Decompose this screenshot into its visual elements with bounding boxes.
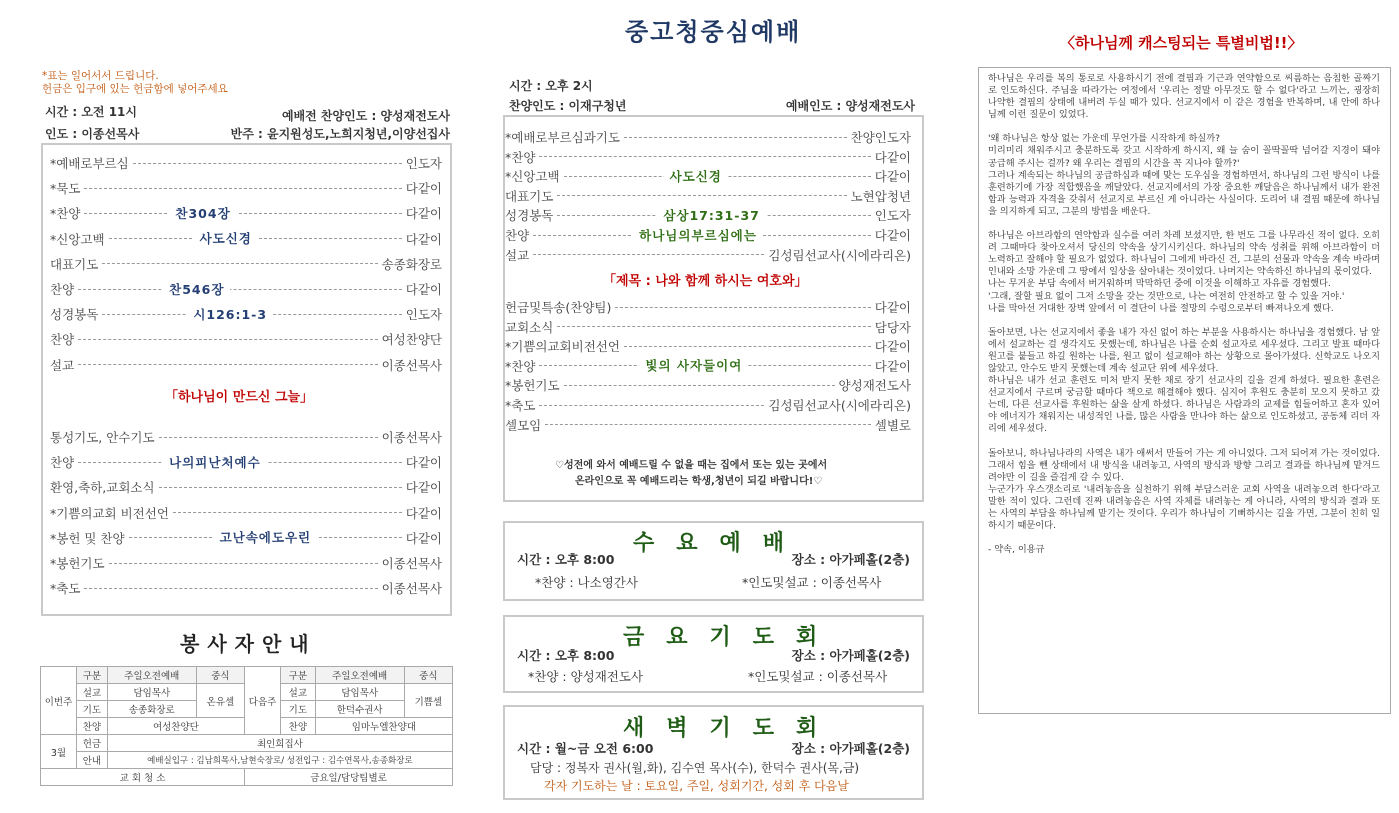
order-item-person: 노현압청년: [850, 188, 911, 204]
order-item-label: *봉헌 및 찬양: [50, 530, 125, 546]
dashed-leader: [624, 346, 871, 347]
dashed-leader: [102, 306, 401, 322]
volunteers-table: [40, 666, 453, 786]
dawn-note: 각자 기도하는 날 : 토요일, 주일, 성회기간, 성회 후 다음날: [544, 779, 849, 793]
order-item-detail: 나의피난처예수: [163, 453, 267, 471]
order-item-label: *신앙고백: [505, 169, 560, 185]
order-item-person: 다같이: [874, 358, 911, 374]
order-item-person: 인도자: [405, 307, 442, 323]
dashed-leader: [78, 454, 402, 470]
tw-prayer: 송종화장로: [107, 701, 196, 718]
order-item-label: 환영,축하,교회소식: [50, 480, 155, 496]
order-item-label: *찬양: [505, 358, 536, 374]
dashed-leader: [159, 487, 402, 488]
dashed-leader: [557, 195, 846, 196]
order-row: [50, 552, 442, 574]
order-item-label: *묵도: [50, 181, 81, 197]
order-item-detail: 하나님의부르심에는: [633, 226, 763, 244]
order-item-detail: 빛의 사자들이여: [639, 356, 748, 374]
order-item-label: 찬양: [50, 282, 75, 297]
order-item-label: 성경봉독: [505, 208, 554, 224]
order-item-person: 다같이: [874, 149, 911, 165]
order-row: [50, 152, 442, 174]
order-row: [50, 177, 442, 199]
order-item-label: *축도: [50, 581, 81, 597]
cleaning-label: 교 회 청 소: [41, 769, 245, 786]
col-service-2: 주일오전예배: [315, 667, 404, 684]
service-time: 시간 : 오전 11시: [45, 105, 137, 119]
guide-label: 안내: [77, 752, 108, 769]
order-item-person: 인도자: [405, 156, 442, 171]
youth-service-leader: 예배인도 : 양성재전도사: [785, 99, 915, 113]
youth-praise-leader: 찬양인도 : 이재구청년: [509, 99, 627, 113]
order-item-label: 셀모임: [505, 417, 542, 433]
wednesday-praise: *찬양 : 나소영간사: [535, 575, 638, 590]
order-item-label: *찬양: [505, 149, 536, 165]
order-item-label: 설교: [50, 357, 75, 373]
order-item-person: 다같이: [405, 530, 442, 546]
dashed-leader: [615, 307, 870, 308]
col-group: 구분: [77, 667, 108, 684]
youth-service-time: 시간 : 오후 2시: [509, 79, 593, 93]
col-lunch-2: 중식: [404, 667, 452, 684]
col-group-2: 구분: [281, 667, 316, 684]
col-service: 주일오전예배: [107, 667, 196, 684]
article-title: 〈하나님께 캐스팅되는 특별비법!!〉: [1060, 34, 1303, 52]
order-item-label: 헌금및특송(찬양팀): [505, 300, 612, 315]
article-paragraph: 하나님은 아브라함의 연약함과 실수를 여러 차례 보셨지만, 한 번도 그를 나무라신 적이 없다. 오히려 그때마다 찾아오셔서 당신의 약속을 상기시키신다. 하나님의 약속 성취를 위해 아브라함이 더 노력하고 잘해야 할 필요가 없었다. 하나님이 그에게 바라신 건, 그분의 선물과 약속을 계속 바라며 인내와 소망 가운데 그 땅에서 일상을 살아내는 것이었다. 나머지는 약속하신 하나님의 몫이었다. 나는 무거운 부담 속에서 버거워하며 막막하던 중에 이것을 이해하고 자유를 경험했다. '그래, 잘할 필요 없이 그저 소망을 갖는 것만으로, 나는 여전히 안전하고 할 수 있을 거야.' 나를 막아선 거대한 장벽 앞에서 이 결단이 나를 절망의 수렁으로부터 빠져나오게 했다.: [988, 230, 1380, 314]
dashed-leader: [129, 530, 402, 546]
wednesday-lead: *인도및설교 : 이종선목사: [742, 575, 882, 590]
order-item-detail: 고난속에도우린: [214, 528, 318, 546]
order-item-person: 담당자: [874, 319, 911, 335]
dashed-leader: [78, 364, 377, 365]
dashed-leader: [84, 588, 377, 589]
order-row: [50, 502, 442, 524]
article-paragraph: 하나님은 우리를 복의 통로로 사용하시기 전에 결핍과 기근과 연약함으로 씨름하는 음침한 골짜기로 인도하신다. 주님을 따라가는 여정에서 '우리는 정말 아무것도 할 수 없다'라고 느끼는, 굉장히 나약한 결핍의 상태에 내버려 두실 때가 있다. 선교지에서 이 같은 경험을 반복하며, 내 안에 하나님께 이런 질문이 있었다.: [988, 73, 1380, 121]
order-item-person: 다같이: [874, 300, 911, 315]
dashed-leader: [109, 231, 402, 247]
order-item-detail: 삼상17:31-37: [657, 206, 766, 224]
dashed-leader: [109, 563, 378, 564]
order-item-person: 다같이: [405, 181, 442, 197]
col-lunch: 중식: [196, 667, 244, 684]
order-item-person: 다같이: [405, 282, 442, 297]
order-item-person: 다같이: [405, 480, 442, 496]
nw-praise: 임마누엘찬양대: [315, 718, 452, 735]
order-item-person: 양성재전도사: [838, 378, 911, 394]
order-item-person: 다같이: [405, 231, 442, 247]
article-paragraph: 돌아보니, 하나님나라의 사역은 내가 애써서 만들어 가는 게 아니었다. 그저 되어져 가는 것이었다. 그래서 힘을 뺀 상태에서 내 방식을 내려놓고, 사역의 방식과 방향 그리고 결과를 하나님께 맡겨드려야만 이 길을 즐겁게 갈 수 있다. 누군가가 우스갯소리로 '내려놓음을 실천하기 위해 부담스러운 교회 사역을 내려놓으려 한다'라고 말한 적이 있다. 그런데 진짜 내려놓음은 사역 자체를 내려놓는 게 아니라, 사역의 방식과 결과 또는 사역의 부담을 하나님께 맡기는 것이다. 우리가 하나님이 기뻐하시는 길을 가면, 그분이 친히 일하시기 때문이다.: [988, 447, 1380, 532]
order-row: [505, 414, 911, 436]
dashed-leader: [557, 326, 870, 327]
order-row: [50, 278, 442, 300]
dashed-leader: [564, 385, 835, 386]
dashed-leader: [84, 205, 401, 221]
order-item-person: 찬양인도자: [850, 130, 911, 145]
dawn-title: 새벽기도회: [623, 716, 840, 741]
dawn-time: 시간 : 월~금 오전 6:00: [517, 741, 654, 756]
this-week-label: 이번주: [41, 667, 77, 735]
dashed-leader: [557, 207, 870, 223]
order-row: [50, 476, 442, 498]
order-item-label: 대표기도: [50, 256, 99, 272]
order-item-label: *기쁨의교회 비전선언: [50, 505, 169, 521]
order-item-person: 다같이: [405, 206, 442, 222]
friday-time: 시간 : 오후 8:00: [517, 648, 615, 663]
order-item-label: *신앙고백: [50, 231, 105, 247]
order-item-person: 다같이: [405, 505, 442, 521]
order-item-label: *예배로부르심과기도: [505, 130, 620, 145]
order-item-detail: 시126:1-3: [187, 305, 273, 323]
service-leader: 인도 : 이종선목사: [45, 127, 140, 141]
row-praise-2: 찬양: [281, 718, 316, 735]
dashed-leader: [564, 168, 871, 184]
order-item-label: 통성기도, 안수기도: [50, 430, 155, 445]
order-item-detail: 사도신경: [194, 229, 258, 247]
order-item-person: 셀별로: [874, 417, 911, 433]
order-item-label: *봉헌기도: [505, 378, 560, 394]
dashed-leader: [545, 424, 871, 425]
row-prayer: 기도: [77, 701, 108, 718]
dashed-leader: [133, 163, 402, 164]
offering-note: 헌금은 입구에 있는 헌금함에 넣어주세요: [42, 83, 228, 95]
youth-sermon-title: 「제목 : 나와 함께 하시는 여호와」: [603, 274, 808, 289]
dawn-staff: 담당 : 정복자 권사(월,화), 김수연 목사(수), 한덕수 권사(목,금): [530, 761, 860, 775]
dashed-leader: [624, 137, 847, 138]
nw-prayer: 한덕수권사: [315, 701, 404, 718]
dawn-place: 장소 : 아가페홀(2층): [791, 741, 910, 756]
tw-lunch: 온유셀: [196, 684, 244, 718]
article-paragraph: 돌아보면, 나는 선교지에서 좋을 내가 자신 없어 하는 부분을 사용하시는 하나님을 경험했다. 남 앞에서 설교하는 걸 생각지도 못했는데, 하나님은 나를 순회 설교자로 세우셨다. 그리고 발표 때마다 원고를 붙들고 하길 원하는 나를, 원고 없이 설교해야 하는 상황으로 몰아가셨다. 신학교도 나오지 않았고, 안수도 받지 못했는데 계속 설교단 위에 세우셨다. 하나님은 내가 선교 훈련도 미처 받지 못한 채로 장기 선교사의 길을 걷게 하셨다. 필요한 훈련은 선교지에서 구르며 궁금할 때마다 책으로 해결해야 했다. 심지어 후원도 충분히 모으지 못하고 갔는데, 다른 선교사를 후원하는 삶을 살게 하셨다. 하나님은 사람과의 교제를 힘들어하고 혼자 있어야 에너지가 채워지는 내성적인 나를, 많은 사람을 만나야 하는 삶으로 인도하셨고, 공동체 리더 자리에 세우셨다.: [988, 326, 1380, 435]
dashed-leader: [78, 281, 402, 297]
guide-value: 예배실입구 : 김남희목사,남현숙장로/ 성전입구 : 김수연목사,송종화장로: [107, 752, 452, 769]
order-item-person: 인도자: [874, 208, 911, 224]
online-note-2: 온라인으로 꼭 예배드리는 학생,청년이 되길 바랍니다!♡: [575, 476, 823, 487]
order-item-person: 이종선목사: [381, 556, 442, 571]
order-row: [50, 253, 442, 275]
row-sermon-2: 설교: [281, 684, 316, 701]
order-item-label: 대표기도: [505, 188, 554, 204]
dashed-leader: [533, 254, 764, 255]
order-row: [50, 202, 442, 224]
order-item-label: 설교: [505, 247, 530, 263]
order-row: [50, 354, 442, 376]
order-item-person: 김성림선교사(시에라리온): [768, 247, 911, 263]
friday-title: 금요기도회: [623, 625, 840, 650]
order-item-label: 교회소식: [505, 319, 554, 335]
offering-label: 헌금: [77, 735, 108, 752]
order-row: [50, 527, 442, 549]
tw-sermon: 담임목사: [107, 684, 196, 701]
article-paragraph: '왜 하나님은 항상 없는 가운데 무언가를 시작하게 하실까? 미리미리 채워주시고 충분하도록 갖고 시작하게 하시지, 왜 늘 숨이 꼴딱꼴딱 넘어갈 지경이 돼야 공급해 주시는 걸까? 왜 우리는 결핍의 시간을 꼭 지나야 할까?' 그러나 계속되는 하나님의 공급하심과 때에 맞는 도우심을 경험하면서, 하나님의 그런 방식이 나를 훈련하기에 가장 적합했음을 깨달았다. 선교지에서의 가장 중요한 깨달음은 하나님께서 내가 완전함과 능력과 자격을 갖춰서 선교지로 부르신 게 아니라는 사실이다. 도리어 내 결핍 때문에 하나님을 의지하게 되고, 그분의 방법을 배운다.: [988, 133, 1380, 217]
order-item-label: *예배로부르심: [50, 156, 129, 171]
praise-leader: 예배전 찬양인도 : 양성재전도사: [281, 109, 450, 123]
order-item-person: 다같이: [874, 339, 911, 355]
nw-sermon: 담임목사: [315, 684, 404, 701]
order-item-label: *봉헌기도: [50, 556, 105, 571]
order-row: [50, 577, 442, 599]
order-row: [50, 451, 442, 473]
row-sermon: 설교: [77, 684, 108, 701]
morning-sermon-title: 「하나님이 만드신 그늘」: [165, 390, 314, 405]
standing-note: *표는 일어서서 드립니다.: [42, 70, 159, 82]
wednesday-time: 시간 : 오후 8:00: [517, 552, 615, 567]
dashed-leader: [173, 512, 402, 513]
order-item-person: 이종선목사: [381, 581, 442, 597]
order-item-label: *축도: [505, 398, 536, 413]
month-label: 3월: [41, 735, 77, 769]
order-item-person: 이종선목사: [381, 357, 442, 373]
volunteers-title: 봉사자안내: [180, 632, 317, 656]
dashed-leader: [539, 156, 870, 157]
order-item-label: *찬양: [50, 206, 81, 222]
friday-lead: *인도및설교 : 이종선목사: [748, 669, 888, 684]
order-item-person: 다같이: [874, 169, 911, 185]
order-item-detail: 찬304장: [169, 204, 236, 222]
order-item-person: 다같이: [874, 228, 911, 243]
tw-praise: 여성찬양단: [107, 718, 244, 735]
online-note-1: ♡성전에 와서 예배드릴 수 없을 때는 집에서 또는 있는 곳에서: [555, 460, 828, 471]
cleaning-value: 금요일/담당팀별로: [245, 769, 453, 786]
article-box: [978, 67, 1391, 714]
order-item-person: 다같이: [405, 455, 442, 471]
friday-praise: *찬양 : 양성재전도사: [528, 669, 644, 684]
order-item-detail: 찬546장: [163, 280, 230, 298]
row-prayer-2: 기도: [281, 701, 316, 718]
dashed-leader: [84, 188, 401, 189]
order-item-detail: 사도신경: [664, 167, 728, 185]
order-row: [50, 228, 442, 250]
order-row: [50, 328, 442, 350]
dashed-leader: [102, 263, 377, 264]
dashed-leader: [533, 227, 871, 243]
order-item-label: 찬양: [50, 455, 75, 471]
dashed-leader: [159, 437, 378, 438]
row-praise: 찬양: [77, 718, 108, 735]
next-week-label: 다음주: [245, 667, 281, 735]
dashed-leader: [78, 339, 377, 340]
order-row: [50, 303, 442, 325]
order-row: [505, 244, 911, 266]
order-row: [50, 426, 442, 448]
order-item-label: 찬양: [50, 332, 75, 348]
dashed-leader: [539, 358, 870, 374]
order-item-label: 성경봉독: [50, 307, 99, 323]
order-item-person: 이종선목사: [381, 430, 442, 445]
wednesday-place: 장소 : 아가페홀(2층): [791, 552, 910, 567]
order-item-label: 찬양: [505, 228, 530, 243]
article-signature: - 약속, 이용규: [988, 544, 1045, 556]
wednesday-title: 수요예배: [633, 531, 807, 556]
offering-value: 최인희집사: [107, 735, 452, 752]
order-item-person: 여성찬양단: [381, 332, 442, 348]
order-item-label: *기쁨의교회비전선언: [505, 339, 620, 355]
order-item-person: 송종화장로: [381, 256, 442, 272]
accompanist: 반주 : 윤지원성도,노희지청년,이양선집사: [230, 127, 450, 141]
friday-place: 장소 : 아가페홀(2층): [791, 648, 910, 663]
order-item-person: 김성림선교사(시에라리온): [768, 398, 911, 413]
nw-lunch: 기쁨셀: [404, 684, 452, 718]
dashed-leader: [539, 405, 764, 406]
page-title: 중고청중심예배: [625, 18, 802, 46]
